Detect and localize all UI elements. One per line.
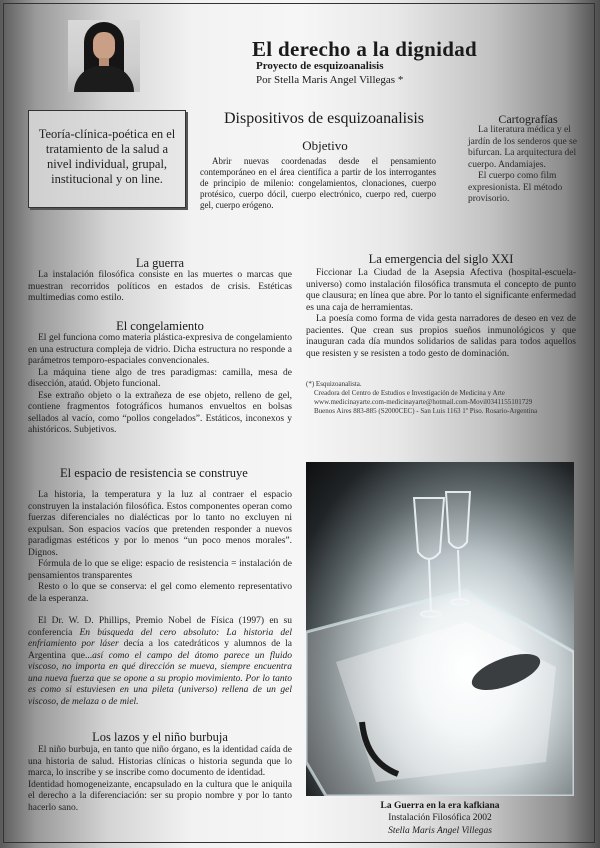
- espacio-text: [28, 490, 292, 708]
- espacio-p4-d: así como el campo del átomo parece un fluido viscoso, no importa en qué dirección se mueva, siempre encuentra una nueva fuerza que se opone a su propio movimiento. Por lo tanto es como si estuviesen en una pileta (universo) rellena de un gel viscoso, de melaza o de miel.: [28, 650, 293, 707]
- notes-line-4: Buenos Aires 883-885 (S2000CEC) - San Luis 1163 1º Piso. Rosario-Argentina: [314, 407, 538, 415]
- cartografias-title: Cartografías: [498, 112, 558, 126]
- espacio-p1: La historia, la temperatura y la luz al contraer el espacio construyen la instalación filosófica. Estos componentes operan como fuerzas diferenciales no dialécticas por lo tanto no excluyen ni expulsan. Son espacios vacíos que pretenden responder a nuevos paradigmas estéticos y por lo menos “un poco menos morales”. Dignos.: [28, 490, 292, 558]
- guerra-paragraph: La instalación filosófica consiste en las muertes o marcas que muestran recorridos políticos en estados de crisis. Estéticas multimedias como estilo.: [28, 270, 292, 303]
- emergencia-text: [306, 268, 576, 360]
- congelamiento-p1: El gel funciona como materia plástica-expresiva de congelamiento en una estructura compleja de vidrio. Dicha estructura no responde a parámetros temporo-espaciales convencionales.: [28, 333, 292, 366]
- congelamiento-heading: El congelamiento: [116, 319, 204, 333]
- cartografias-text: [468, 125, 578, 206]
- lazos-p1: El niño burbuja, en tanto que niño órgano, es la identidad caída de una historia de salud. Historias clínicas o historia segunda que lo marca, lo inscribe y se inscribe como documento de identidad.: [28, 745, 292, 778]
- intro-box: Teoría-clínica-poética en el tratamiento de la salud a nivel individual, grupal, institucional y on line.: [28, 110, 186, 208]
- author-portrait: [68, 20, 140, 92]
- espacio-p3: Resto o lo que se conserva: el gel como elemento representativo de la esperanza.: [28, 582, 292, 604]
- lazos-p2: Identidad homogeneizante, encapsulado en la cultura que le aniquila el derecho a la diferenciación: ser su propio nombre y por lo tanto hacerlo sano.: [28, 779, 292, 813]
- cartografias-p1: La literatura médica y el jardín de los senderos que se bifurcan. La arquitectura del cuerpo. Andamiajes.: [468, 125, 577, 170]
- guerra-heading: La guerra: [135, 256, 185, 270]
- installation-illustration: [306, 462, 574, 796]
- photo-caption-title: La Guerra en la era kafkiana: [380, 801, 500, 811]
- author-byline: Por Stella Maris Angel Villegas *: [256, 74, 404, 86]
- espacio-p4-c: decía a los catedráticos y alumnos de la Argentina que...: [28, 639, 292, 661]
- lazos-heading: Los lazos y el niño burbuja: [92, 730, 228, 744]
- dispositivos-title: Dispositivos de esquizoanalisis: [224, 110, 424, 127]
- photo-caption-author: Stella Maris Angel Villegas: [388, 826, 492, 836]
- notes-line-1: (*) Esquizoanalista.: [306, 380, 362, 388]
- espacio-heading: El espacio de resistencia se construye: [60, 466, 248, 480]
- congelamiento-text: [28, 333, 292, 437]
- guerra-text: [28, 270, 292, 305]
- espacio-p4-a: El Dr. W. D. Phillips, Premio Nobel de Física (1997) en su conferencia: [28, 616, 292, 638]
- objetivo-title: Objetivo: [302, 138, 348, 153]
- page-subtitle: Proyecto de esquizoanalisis: [256, 60, 384, 72]
- congelamiento-p3: Ese extraño objeto o la extrañeza de ese objeto, relleno de gel, contiene fragmentos fotográficos humanos envueltos en bolsas sellados al vacío, como “pollos congelados”. Estáticos, inconexos y ahistóricos. Subjetivos.: [28, 390, 292, 435]
- espacio-p2: Fórmula de lo que se elige: espacio de resistencia = instalación de pensamientos transparentes: [28, 559, 292, 581]
- notes-line-3: www.medicinayarte.com-medicinayarte@hotmail.com-Movil0341155101729: [314, 398, 533, 406]
- author-notes: [306, 380, 584, 416]
- lazos-text: [28, 745, 292, 814]
- cartografias-p2: El cuerpo como film expresionista. El método provisorio.: [468, 171, 563, 204]
- espacio-p4-b: En búsqueda del cero absoluto: La historia del enfriamiento por láser: [28, 627, 292, 649]
- photo-caption-subtitle: Instalación Filosófica 2002: [388, 813, 492, 823]
- congelamiento-p2: La máquina tiene algo de tres paradigmas: camilla, mesa de disección, ataúd. Objeto funcional.: [28, 367, 292, 389]
- emergencia-heading: La emergencia del siglo XXI: [368, 252, 514, 266]
- emergencia-p2: La poesía como forma de vida gesta narradores de deseo en vez de pacientes. Que crean sus propios sueños inmunológicos y que inauguran cada día mundos solidarios de salidas para todos aquellos que resisten y se resisten a todo gesto de dominación.: [306, 314, 576, 359]
- installation-photo: [306, 462, 574, 796]
- notes-line-2: Creadora del Centro de Estudios e Investigación de Medicina y Arte: [314, 389, 505, 397]
- espacio-p4: [28, 616, 292, 708]
- page-title: El derecho a la dignidad: [252, 37, 478, 61]
- emergencia-p1: Ficcionar La Ciudad de la Asepsia Afectiva (hospital-escuela-universo) como instalación filosófica transmuta el concepto de punto que clausura; en línea que abre. Por lo tanto el significante enfermedad es una caja de herramientas.: [306, 268, 576, 313]
- objetivo-text: Abrir nuevas coordenadas desde el pensamiento contemporáneo en el área científica a partir de los interrogantes de principio de milenio: congelamientos, clonaciones, cuerpo protésico, cuerpo dócil, cuerpo electrónico, cuerpo red, cuerpo gel, cuerpo erógeno.: [200, 156, 436, 210]
